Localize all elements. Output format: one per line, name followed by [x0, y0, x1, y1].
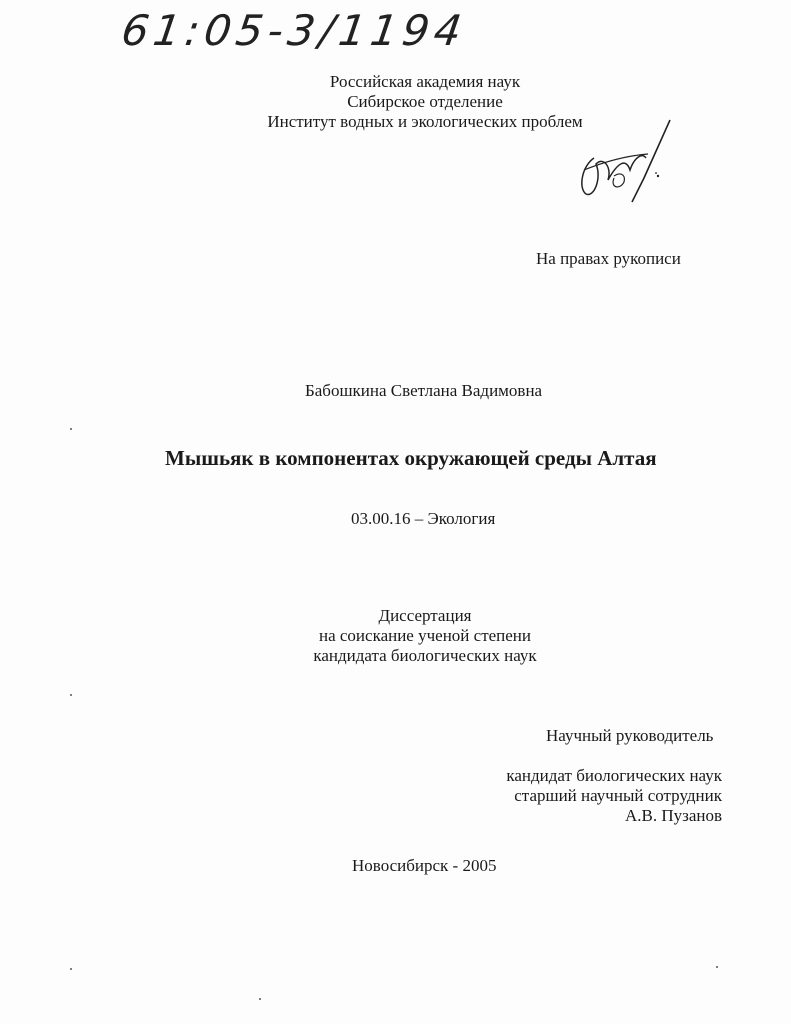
dissertation-line-3: кандидата биологических наук — [313, 646, 537, 665]
author-name: Бабошкина Светлана Вадимовна — [305, 381, 543, 400]
scan-speck — [70, 968, 72, 970]
scan-speck — [655, 172, 657, 174]
scan-speck — [70, 694, 72, 696]
dissertation-block — [0, 606, 791, 666]
advisor-block — [506, 766, 722, 826]
scan-speck — [259, 998, 261, 1000]
advisor-heading: Научный руководитель — [546, 726, 714, 745]
advisor-degree: кандидат биологических наук — [506, 766, 722, 785]
institution-line-1: Российская академия наук — [329, 72, 521, 91]
signature-mark — [574, 118, 684, 208]
institution-line-2: Сибирское отделение — [347, 92, 503, 111]
scan-speck — [70, 428, 72, 430]
dissertation-line-2: на соискание ученой степени — [318, 626, 532, 645]
rights-notice: На правах рукописи — [536, 249, 681, 268]
institution-line-3: Институт водных и экологических проблем — [267, 112, 583, 131]
city-year: Новосибирск - 2005 — [352, 856, 497, 875]
dissertation-line-1: Диссертация — [378, 606, 472, 625]
archive-code-handwritten: 61:05-3/1194 — [118, 6, 470, 55]
dissertation-title: Мышьяк в компонентах окружающей среды Алтая — [165, 446, 657, 470]
advisor-position: старший научный сотрудник — [514, 786, 722, 805]
advisor-name: А.В. Пузанов — [624, 806, 722, 825]
specialty-code: 03.00.16 – Экология — [351, 509, 496, 528]
scan-speck — [716, 966, 718, 968]
